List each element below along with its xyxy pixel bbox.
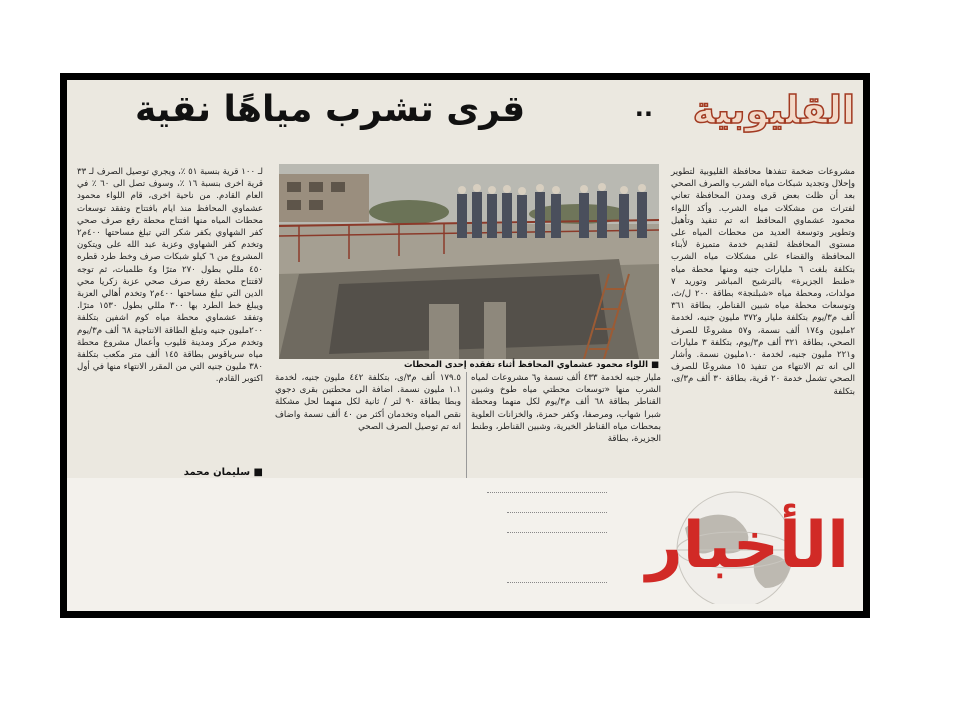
column-divider (466, 372, 467, 482)
kicker-title: القليوبية (692, 88, 855, 132)
al-akhbar-logo (615, 488, 855, 604)
article-column-left: لـ ١٠٠ قرية بنسبة ٥١ ٪، ويجري توصيل الصرف لـ ٣٣ قرية اخرى بنسبة ١٦ ٪، وسوف تصل الى ٦٠ ٪ في العام القادم. من ناحية اخرى، قام اللواء محمود عشماوي المحافظ منذ ايام بافتتاح وتفقد توسعات محطات المياه منها افتتاح محطة رفع صرف صحي كفر الشهاوي بكفر شكر التي تبلغ مساحتها ٤٠٠م٢ وتخدم كفر الشهاوي وعزبة عبد الله على ويتكون المشروع من ٦ كيلو شبكات صرف وخط طرد قطره ٤٥٠ مللي بطول ٢٧٠ مترًا و٤ طلمبات، ثم توجه لافتتاح محطة رفع صرف صحي عزبة زكريا محي الدين التي تبلغ مساحتها ٤٠٠م٢ وتخدم أهالي العزبة ويبلغ خط الطرد بها ٣٠٠ مللي بطول ١٥٣٠ مترًا. وتفقد عشماوي محطة مياه كوم اشفين بتكلفة ٢٠٠مليون جنيه وتبلغ الطاقة الانتاجية ٦٨ ألف م٣/يوم وتخدم مركز ومدينة قليوب وأعمال مشروع محطة مياه سرياقوس بطاقة ١٤٥ ألف متر مكعب بتكلفة ٣٨٠ مليون جنيه التي من المقرر الانتهاء منها في أول اكتوبر القادم. (77, 167, 264, 385)
dotted-rule (507, 582, 607, 583)
dotted-rule (487, 492, 607, 493)
article-column-middle-left: ١٧٩.٥ ألف م٣/ى، بتكلفة ٤٤٢ مليون جنيه، لخدمة ١.١ مليون نسمة. اضافة الى محطتين بقرى دجوي وبطا بطاقة ٩٠ لتر / ثانية لكل منهما لحل مشكلة نقص المياه وتخدمان أكثر من ٤٠ ألف نسمة واضاف انه تم توصيل الصرف الصحي (275, 373, 462, 432)
headline-row (67, 84, 863, 136)
newspaper-clipping (67, 80, 863, 611)
photo-illustration (279, 164, 659, 359)
logo-wordmark: الأخبار (645, 509, 849, 583)
article-photo (279, 164, 659, 359)
article-column-right: مشروعات ضخمة تنفذها محافظة القليوبية لتطوير وإحلال وتجديد شبكات مياه الشرب والصرف الصحي بعد أن ظلت بعض قرى ومدن المحافظة تعاني لفترات من مشكلات مياه الشرب. وأكد اللواء محمود عشماوي المحافظ انه تم تنفيذ وتأهيل وتطوير وتوسعة العديد من محطات المياه على مستوى المحافظة لتقديم خدمة متميزة لأبناء المحافظة والقضاء على مشكلات مياه الشرب بتكلفة بلغت ٦ مليارات جنيه ومنها محطة مياه «طنط الجزيرة» بالترشيح المباشر وتوريد ٧ مولدات، ومحطة مياه «شبلنجة» بطاقة ٢٠٠ ل/ث، وتوسعات محطة مياه شبين القناطر، بطاقة ٣٦١ ألف م٣/يوم بتكلفة مليار و٣٧٢ مليون جنيه، لخدمة ٢مليون و١٧٤ ألف نسمة، و٥٧ مشروعًا للصرف الصحي، بطاقة ٣٢١ ألف م٣/يوم، بتكلفة ٣ مليارات و٢٢١ مليون جنيه، لخدمة ١.٠مليون نسمة. وأشار الى انه تم الانتهاء من تنفيذ ١٥ مشروعًا للصرف الصحي تشمل خدمة ٢٠ قرية، بطاقة ٣٠ ألف م٣/ى، بتكلفة (671, 167, 856, 397)
byline: ■ سليمان محمد (183, 467, 263, 478)
dotted-rule (507, 532, 607, 533)
kicker-separator: .. (634, 94, 653, 122)
headline: قرى تشرب مياهًا نقية (135, 89, 526, 130)
dotted-rule (507, 512, 607, 513)
article-column-middle-right: مليار جنيه لخدمة ٤٣٣ ألف نسمة و٦ مشروعات لمياه الشرب منها «توسعات محطتي مياه طوخ وشبين القناطر بطاقة ٦٨ ألف م٣/يوم لكل منهما ومحطة شبرا شهاب، ومرصفا، وكفر حمزة، والخزانات العلوية بمحطات مياه القناطر الخيرية، وشبين القناطر، وطنط الجزيرة، بطاقة (471, 373, 662, 445)
photo-caption: ■ اللواء محمود عشماوي المحافظ أثناء تفقده إحدى المحطات (403, 360, 659, 370)
